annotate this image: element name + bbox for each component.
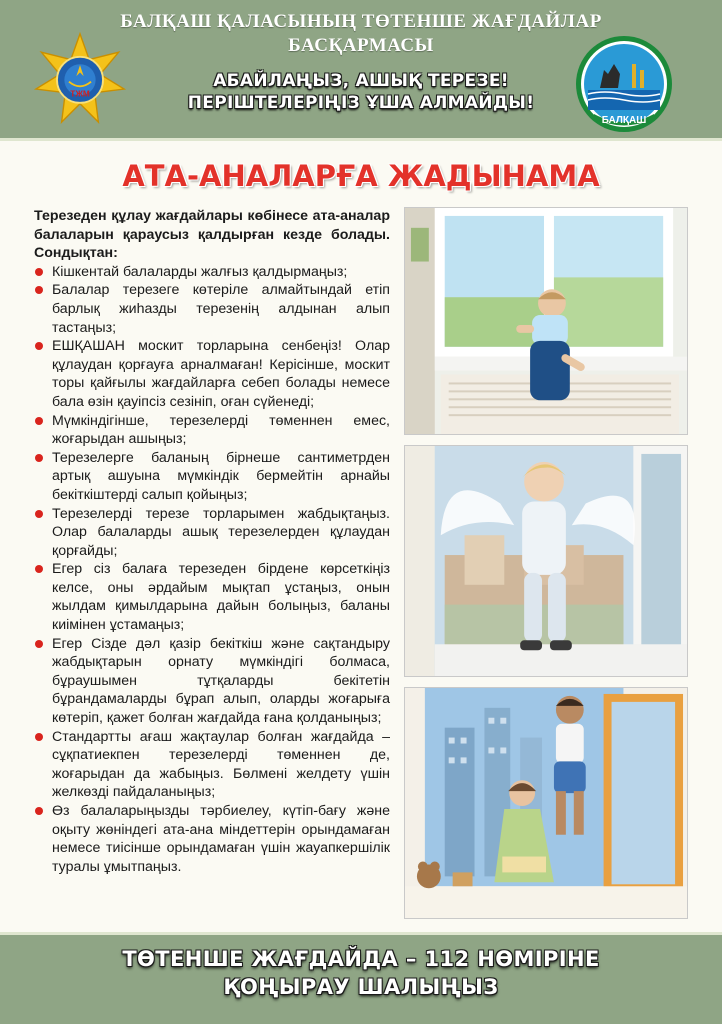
svg-text:БАЛҚАШ: БАЛҚАШ [601,115,647,126]
instructions-text [34,207,390,876]
header-band [0,0,722,138]
photo-angel-toddler-window [404,445,688,677]
bullet-dot-icon [35,286,43,294]
list-item: Стандартты ағаш жақтаулар болған жағдайда – сұқпатиекпен терезелерді төменнен де, жоғарыдан да жабыңыз. Бөлмені желдету үшін желкөзді пайдаланыңыз; [34,728,390,802]
bullet-dot-icon [35,565,43,573]
photo-children-windowsill [404,687,688,919]
slogan-line-2: ПЕРІШТЕЛЕРІҢІЗ ҰША АЛМАЙДЫ! [187,93,535,113]
list-item: ЕШҚАШАН москит торларына сенбеңіз! Олар құлаудан қорғауға арналмаған! Керісінше, москит торы қайғылы жағдайларға себеп болады немесе бала өзін қауіпсіз сезініп, оған сүйенеді; [34,337,390,411]
safety-tips-list [34,263,390,877]
bullet-dot-icon [35,807,43,815]
org-line-2: БАСҚАРМАСЫ [288,35,434,56]
bullet-dot-icon [35,640,43,648]
list-item: Егер сіз балаға терезеден бірдене көрсеткіңіз келсе, оны әрдайым мықтап ұстаңыз, онын жылдам қимылдарына дайын болыңыз, баланы киімінен ұстамаңыз; [34,560,390,634]
toddler-window-illustration-icon [405,208,687,434]
intro-paragraph: Терезеден құлау жағдайлары көбінесе ата-аналар балаларын қараусыз қалдырған кезде болады. Сондықтан: [34,208,390,262]
bullet-dot-icon [35,510,43,518]
list-item: Мүмкіндігінше, терезелерді төменнен емес, жоғарыдан ашыңыз; [34,412,390,449]
list-item: Терезелерді терезе торларымен жабдықтаңыз. Олар балаларды ашық терезелерден құлаудан қорғайды; [34,505,390,561]
photo-toddler-climbing-window [404,207,688,435]
list-item: Балалар терезеге көтеріле алмайтындай етіп барлық жиһазды терезенің алдынан алып тастаңыз; [34,281,390,337]
list-item: Терезелерге баланың бірнеше сантиметрден артық ашуына мүмкіндік бермейтін арнайы бекіткіштерді салып қойыңыз; [34,449,390,505]
footer-band [0,932,722,1024]
list-item: Кішкентай балаларды жалғыз қалдырмаңыз; [34,263,390,282]
svg-text:ТЖМ: ТЖМ [70,89,90,99]
footer-line-1: ТӨТЕНШЕ ЖАҒДАЙДА – 112 НӨМІРІНЕ [122,947,600,971]
list-item: Егер Сізде дәл қазір бекіткіш және сақтандыру жабдықтарын орнату мүмкіндігі болмаса, бұраушымен тұтқаларды бекітетін бұрандамаларды бұрап алып, оларды жоғарыға көтеріп, қажет болған жағдайда ғана қолданыңыз; [34,635,390,728]
list-item: Өз балаларыңызды тәрбиелеу, күтіп-бағу және оқыту жөніндегі ата-ана міндеттерін орындамаған немесе тиісінше орындамаған үшін жауапкершілік туралы ұмытпаңыз. [34,802,390,876]
slogan-line-1: АБАЙЛАҢЫЗ, АШЫҚ ТЕРЕЗЕ! [213,71,509,91]
angel-child-illustration-icon [405,446,687,676]
page-title: АТА-АНАЛАРҒА ЖАДЫНАМА [122,159,600,193]
footer-line-2: ҚОҢЫРАУ ШАЛЫҢЫЗ [223,975,499,999]
bullet-dot-icon [35,454,43,462]
org-line-1: БАЛҚАШ ҚАЛАСЫНЫҢ ТӨТЕНШЕ ЖАҒДАЙЛАР [120,11,602,32]
bullet-dot-icon [35,342,43,350]
bullet-dot-icon [35,733,43,741]
warning-slogan [0,70,722,114]
children-windowsill-illustration-icon [405,688,687,918]
bullet-dot-icon [35,268,43,276]
bullet-dot-icon [35,417,43,425]
content-panel [0,138,722,932]
emergency-call-notice [0,945,722,1001]
